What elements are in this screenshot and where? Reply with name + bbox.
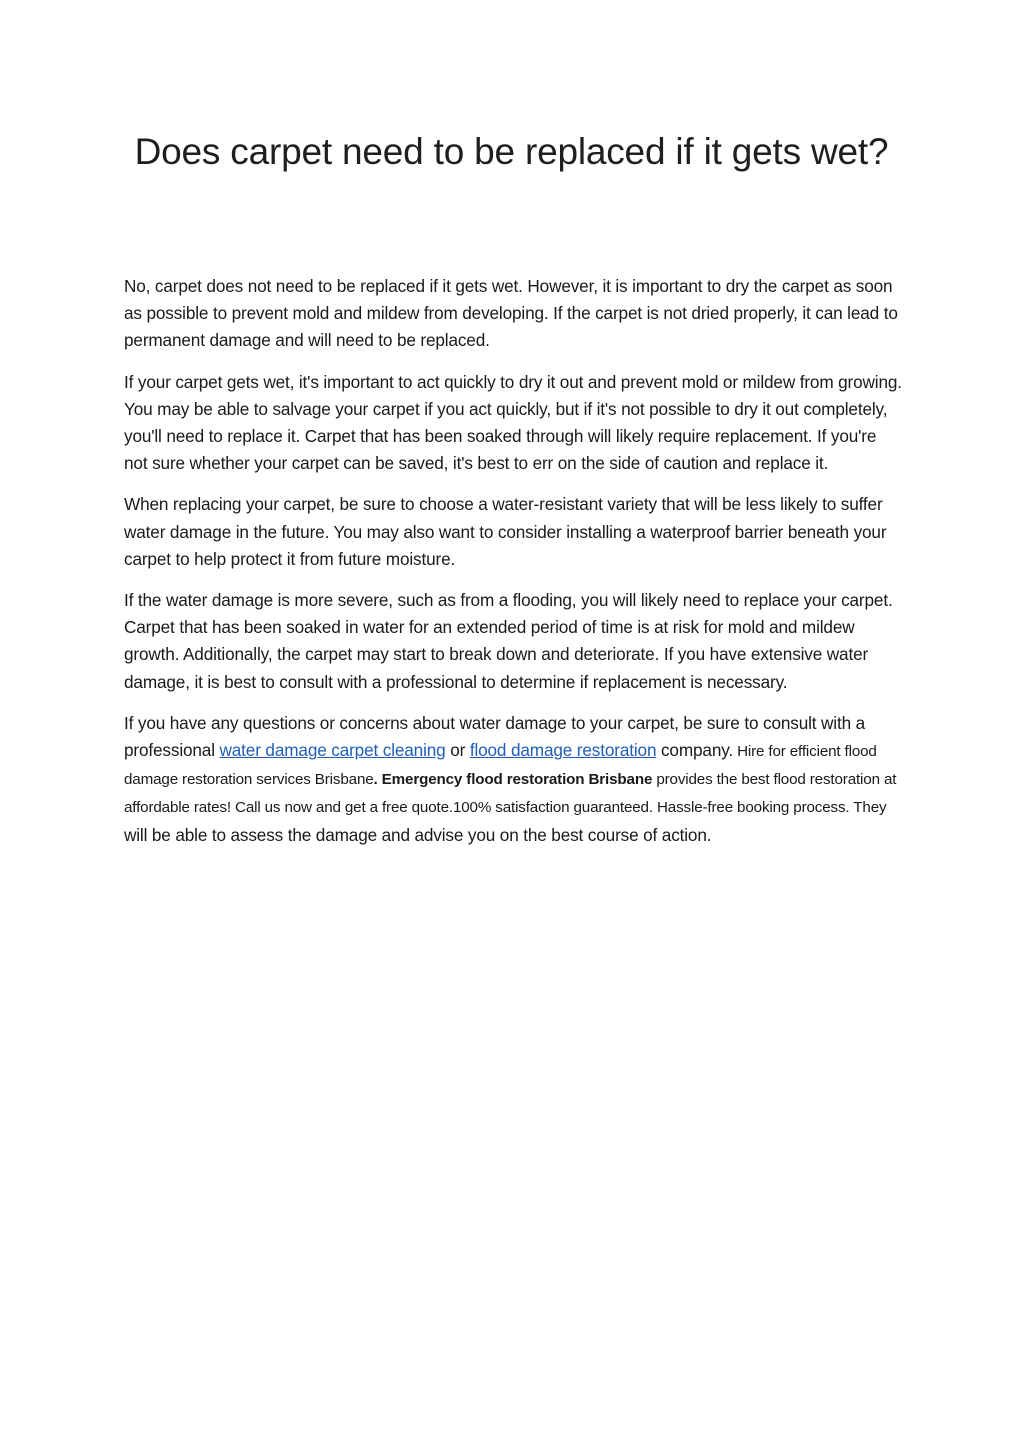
paragraph-5 <box>124 710 904 849</box>
paragraph-5-intro: If you have any questions or concerns about water damage to your carpet, be sure to consult with a professional <box>124 712 866 761</box>
paragraph-5-or: or <box>445 740 470 761</box>
paragraph-5-company: company. <box>656 740 734 761</box>
paragraph-5-bold-text: . Emergency flood restoration Brisbane <box>373 771 653 789</box>
paragraph-2: If your carpet gets wet, it's important to act quickly to dry it out and prevent mold or mildew from growing. You may be able to salvage your carpet if you act quickly, but if it's not possible to dry it out completely, you'll need to replace it. Carpet that has been soaked through will likely require replacement. If you're not sure whether your carpet can be saved, it's best to err on the side of caution and replace it. <box>124 371 902 474</box>
paragraph-5-outro: will be able to assess the damage and advise you on the best course of action. <box>124 824 712 845</box>
paragraph-1: No, carpet does not need to be replaced if it gets wet. However, it is important to dry the carpet as soon as possible to prevent mold and mildew from developing. If the carpet is not dried properly, it can lead to permanent damage and will need to be replaced. <box>124 276 898 351</box>
paragraph-3: When replacing your carpet, be sure to choose a water-resistant variety that will be less likely to suffer water damage in the future. You may also want to consider installing a waterproof barrier beneath your carpet to help protect it from future moisture. <box>124 494 887 569</box>
paragraph-5-rates-text: provides the best flood restoration at affordable rates! Call us now and get a free quote.100% satisfaction guaranteed. Hassle-free booking process. They <box>124 771 897 817</box>
document-title: Does carpet need to be replaced if it gets wet? <box>134 131 889 172</box>
paragraph-5-hire-text: Hire for efficient flood damage restoration services Brisbane <box>124 743 877 789</box>
water-damage-carpet-cleaning-link[interactable]: water damage carpet cleaning <box>219 740 446 761</box>
document-body <box>124 273 904 863</box>
flood-damage-restoration-link[interactable]: flood damage restoration <box>469 740 657 761</box>
paragraph-4: If the water damage is more severe, such as from a flooding, you will likely need to replace your carpet. Carpet that has been soaked in water for an extended period of time is at risk for mold and mildew growth. Additionally, the carpet may start to break down and deteriorate. If you have extensive water damage, it is best to consult with a professional to determine if replacement is necessary. <box>124 590 893 692</box>
